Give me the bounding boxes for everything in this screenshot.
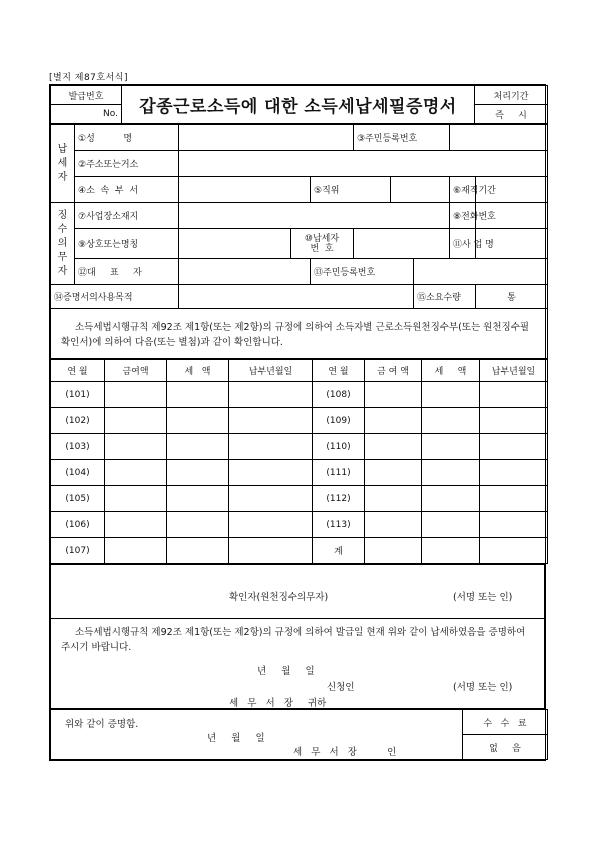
resident-no-label: ③주민등록번호 <box>354 125 450 151</box>
fee-value: 없 음 <box>463 735 548 760</box>
paydate-cell[interactable] <box>480 382 548 408</box>
col-header: 금여액 <box>105 360 167 382</box>
applicant-sign[interactable]: (서명 또는 인) <box>453 682 513 693</box>
purpose-label: ⑭증명서의사용목적 <box>51 285 179 309</box>
month-cell: (112) <box>313 486 365 512</box>
biz-item-label: ⑪사 업 명 <box>450 229 476 259</box>
month-cell: (110) <box>313 434 365 460</box>
form-id: [별지 제87호서식] <box>49 73 128 83</box>
office-field[interactable] <box>179 203 450 229</box>
table-row <box>51 538 548 564</box>
col-header: 금 여 액 <box>365 360 422 382</box>
col-header: 세 액 <box>167 360 229 382</box>
tax-cell[interactable] <box>167 434 229 460</box>
confirm-table <box>50 564 545 709</box>
month-cell: (108) <box>313 382 365 408</box>
table-row <box>51 382 548 408</box>
paydate-cell[interactable] <box>480 408 548 434</box>
certify-text: 위와 같이 증명함. <box>65 719 139 730</box>
paydate-cell[interactable] <box>480 512 548 538</box>
taxpayer-side-label: 납 세 자 <box>51 125 75 203</box>
request-to: 세 무 서 장 귀하 <box>229 698 327 709</box>
withholder-side-label: 징 수 의 무 자 <box>51 203 75 285</box>
paydate-cell[interactable] <box>480 434 548 460</box>
tax-cell[interactable] <box>422 382 480 408</box>
tax-no-label: ⑩납세자 번 호 <box>291 229 354 259</box>
month-cell: (107) <box>51 538 105 564</box>
paydate-cell[interactable] <box>229 538 313 564</box>
month-cell: (109) <box>313 408 365 434</box>
resident-no-field[interactable] <box>450 125 548 151</box>
paydate-cell[interactable] <box>229 460 313 486</box>
paydate-cell[interactable] <box>229 382 313 408</box>
paydate-cell[interactable] <box>480 486 548 512</box>
tax-cell[interactable] <box>167 460 229 486</box>
address-label: ②주소또는거소 <box>75 151 179 177</box>
pay-cell[interactable] <box>365 434 422 460</box>
header-table <box>50 85 548 124</box>
month-cell: (105) <box>51 486 105 512</box>
statement-text: 소득세법시행규칙 제92조 제1항(또는 제2항)의 규정에 의하여 소득자별 근로소득원천징수부(또는 원천징수필확인서)에 의하여 다음(또는 별첨)과 같이 확인합니다. <box>51 309 548 359</box>
tax-cell[interactable] <box>167 538 229 564</box>
month-cell: (102) <box>51 408 105 434</box>
pay-cell[interactable] <box>365 512 422 538</box>
paydate-cell[interactable] <box>229 512 313 538</box>
request-cell <box>51 619 545 709</box>
qty-unit: 통 <box>507 293 516 303</box>
tax-cell[interactable] <box>422 486 480 512</box>
request-text: 소득세법시행규칙 제92조 제1항(또는 제2항)의 규정에 의하여 발급일 현재 위와 같이 납세하였음을 증명하여 주시기 바랍니다. <box>61 627 526 653</box>
page-title: 갑종근로소득에 대한 소득세납세필증명서 <box>122 86 475 124</box>
col-header: 세 액 <box>422 360 480 382</box>
month-cell: (111) <box>313 460 365 486</box>
pay-cell[interactable] <box>365 460 422 486</box>
tax-month-table <box>50 359 548 564</box>
pay-cell[interactable] <box>365 382 422 408</box>
table-row <box>51 408 548 434</box>
tax-cell[interactable] <box>422 434 480 460</box>
paydate-cell[interactable] <box>229 408 313 434</box>
applicant-label: 신청인 <box>327 682 355 693</box>
month-cell: (104) <box>51 460 105 486</box>
office-label: ⑦사업장소재지 <box>75 203 179 229</box>
tax-cell[interactable] <box>422 538 480 564</box>
paydate-cell[interactable] <box>229 486 313 512</box>
tax-cell[interactable] <box>167 486 229 512</box>
fee-label: 수 수 료 <box>463 710 548 735</box>
pay-cell[interactable] <box>105 538 167 564</box>
issue-no-sub: No. <box>103 109 118 119</box>
pay-cell[interactable] <box>365 538 422 564</box>
tax-cell[interactable] <box>422 512 480 538</box>
dept-field[interactable] <box>179 177 311 203</box>
certify-cell <box>51 710 463 760</box>
col-header: 납부년월일 <box>229 360 313 382</box>
request-date[interactable]: 년 월 일 <box>257 666 315 677</box>
tax-cell[interactable] <box>167 382 229 408</box>
trade-name-field[interactable] <box>179 229 291 259</box>
month-cell: (103) <box>51 434 105 460</box>
name-label: ①성 명 <box>75 125 179 151</box>
rep-resident-field[interactable] <box>414 259 548 285</box>
pay-cell[interactable] <box>365 486 422 512</box>
certify-office: 세 무 서 장 인 <box>293 747 397 758</box>
pay-cell[interactable] <box>105 434 167 460</box>
qty-field[interactable] <box>476 285 548 309</box>
confirm-cell[interactable] <box>51 565 545 619</box>
position-label: ⑤직위 <box>311 177 391 203</box>
col-header: 납부년월일 <box>480 360 548 382</box>
purpose-field[interactable] <box>179 285 414 309</box>
pay-cell[interactable] <box>105 512 167 538</box>
period-value: 즉 시 <box>475 105 548 124</box>
certify-table <box>50 709 548 760</box>
table-row <box>51 486 548 512</box>
tax-cell[interactable] <box>167 408 229 434</box>
issue-no-field[interactable] <box>51 105 122 124</box>
name-field[interactable] <box>179 125 354 151</box>
pay-cell[interactable] <box>105 460 167 486</box>
table-row <box>51 512 548 538</box>
address-field[interactable] <box>179 151 548 177</box>
paydate-cell[interactable] <box>229 434 313 460</box>
col-header: 연 월 <box>313 360 365 382</box>
tax-cell[interactable] <box>167 512 229 538</box>
tenure-label: ⑥재직기간 <box>450 177 476 203</box>
certify-date[interactable]: 년 월 일 <box>207 733 265 744</box>
month-cell: (106) <box>51 512 105 538</box>
rep-field[interactable] <box>179 259 311 285</box>
dept-label: ④소 속 부 서 <box>75 177 179 203</box>
pay-cell[interactable] <box>105 408 167 434</box>
position-field[interactable] <box>391 177 450 203</box>
qty-label: ⑮소요수량 <box>414 285 476 309</box>
tax-no-field[interactable] <box>354 229 450 259</box>
tax-cell[interactable] <box>422 408 480 434</box>
party-table <box>50 124 548 359</box>
table-row <box>51 460 548 486</box>
trade-name-label: ⑨상호또는명칭 <box>75 229 179 259</box>
table-header-row <box>51 360 548 382</box>
col-header: 연 월 <box>51 360 105 382</box>
table-row <box>51 434 548 460</box>
paydate-cell[interactable] <box>480 538 548 564</box>
total-label: 계 <box>313 538 365 564</box>
confirm-label: 확인자(원천징수의무자) <box>229 592 329 603</box>
rep-label: ⑫대 표 자 <box>75 259 179 285</box>
rep-resident-label: ⑬주민등록번호 <box>311 259 414 285</box>
certificate-form <box>49 84 546 761</box>
period-label: 처리기간 <box>475 86 548 105</box>
tax-cell[interactable] <box>422 460 480 486</box>
phone-label: ⑧전화번호 <box>450 203 476 229</box>
confirm-sign: (서명 또는 인) <box>453 592 513 603</box>
pay-cell[interactable] <box>365 408 422 434</box>
issue-no-label: 발급번호 <box>51 86 122 105</box>
month-cell: (113) <box>313 512 365 538</box>
paydate-cell[interactable] <box>480 460 548 486</box>
month-cell: (101) <box>51 382 105 408</box>
pay-cell[interactable] <box>105 486 167 512</box>
pay-cell[interactable] <box>105 382 167 408</box>
